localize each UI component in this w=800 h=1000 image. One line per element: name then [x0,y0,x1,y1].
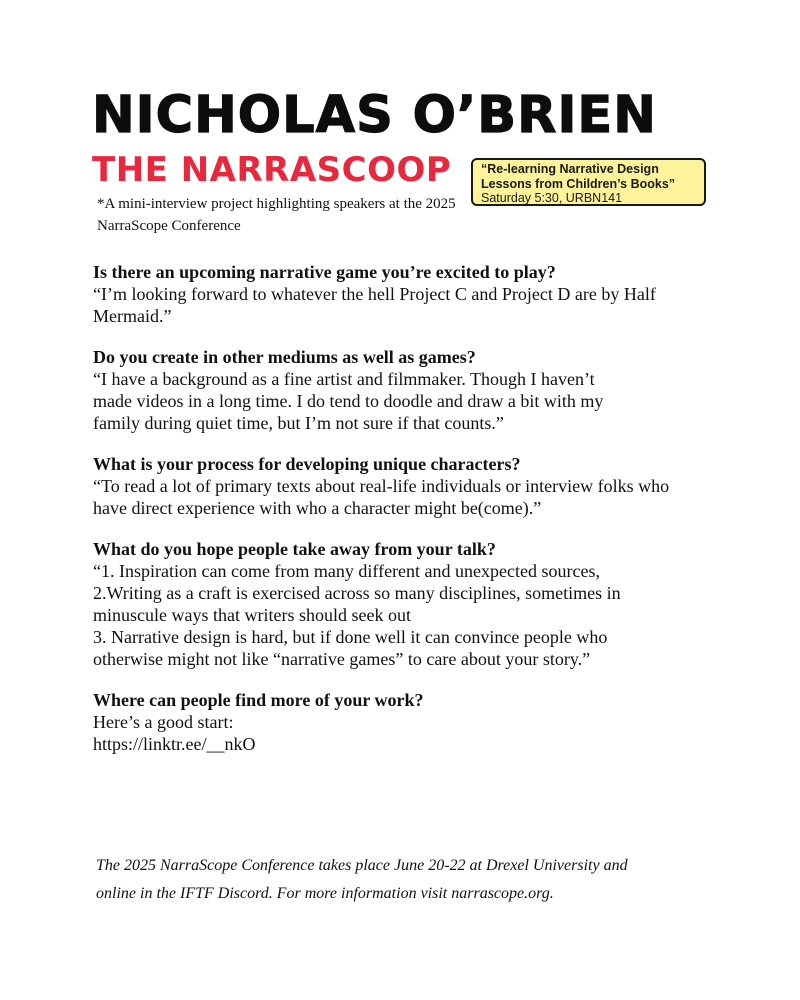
answer-line: minuscule ways that writers should seek out [93,605,411,625]
talk-time-location: Saturday 5:30, URBN141 [481,191,623,205]
question: What do you hope people take away from your talk? [93,539,496,559]
answer-line: “I have a background as a fine artist and filmmaker. Though I haven’t [93,369,595,389]
portfolio-link: https://linktr.ee/__nkO [93,734,256,754]
speaker-name: NICHOLAS O’BRIEN [92,86,657,145]
question: What is your process for developing unique characters? [93,454,521,474]
footer-line: The 2025 NarraScope Conference takes place June 20-22 at Drexel University and [96,857,628,874]
answer-line: family during quiet time, but I’m not sure if that counts.” [93,413,504,433]
talk-info-box [471,158,706,206]
qa-block [93,538,713,670]
qa-block [93,453,713,519]
answer-line: have direct experience with who a character might be(come).” [93,498,542,518]
qa-block [93,346,713,434]
series-title: THE NARRASCOOP [92,150,452,190]
answer-line: “1. Inspiration can come from many different and unexpected sources, [93,561,600,581]
answer-line: 2.Writing as a craft is exercised across so many disciplines, sometimes in [93,583,621,603]
question: Where can people find more of your work? [93,690,424,710]
answer-line: “I’m looking forward to whatever the hell Project C and Project D are by Half [93,284,656,304]
answer-line: made videos in a long time. I do tend to doodle and draw a bit with my [93,391,604,411]
talk-title-line: Lessons from Children’s Books” [481,176,676,191]
question: Do you create in other mediums as well as games? [93,347,476,367]
qa-block [93,261,713,327]
answer-line: Here’s a good start: [93,712,234,732]
question: Is there an upcoming narrative game you’re excited to play? [93,262,556,282]
intro-note: *A mini-interview project highlighting speakers at the 2025 NarraScope Conference [97,196,456,234]
qa-list [93,261,713,774]
answer-line: otherwise might not like “narrative games” to care about your story.” [93,649,591,669]
talk-title-line: “Re-learning Narrative Design [481,162,659,176]
footer-line: online in the IFTF Discord. For more information visit narrascope.org. [96,885,554,902]
footer-note [96,852,736,908]
qa-block [93,689,713,755]
answer-line: Mermaid.” [93,306,172,326]
answer-line: 3. Narrative design is hard, but if done well it can convince people who [93,627,608,647]
answer-line: “To read a lot of primary texts about real-life individuals or interview folks who [93,476,670,496]
